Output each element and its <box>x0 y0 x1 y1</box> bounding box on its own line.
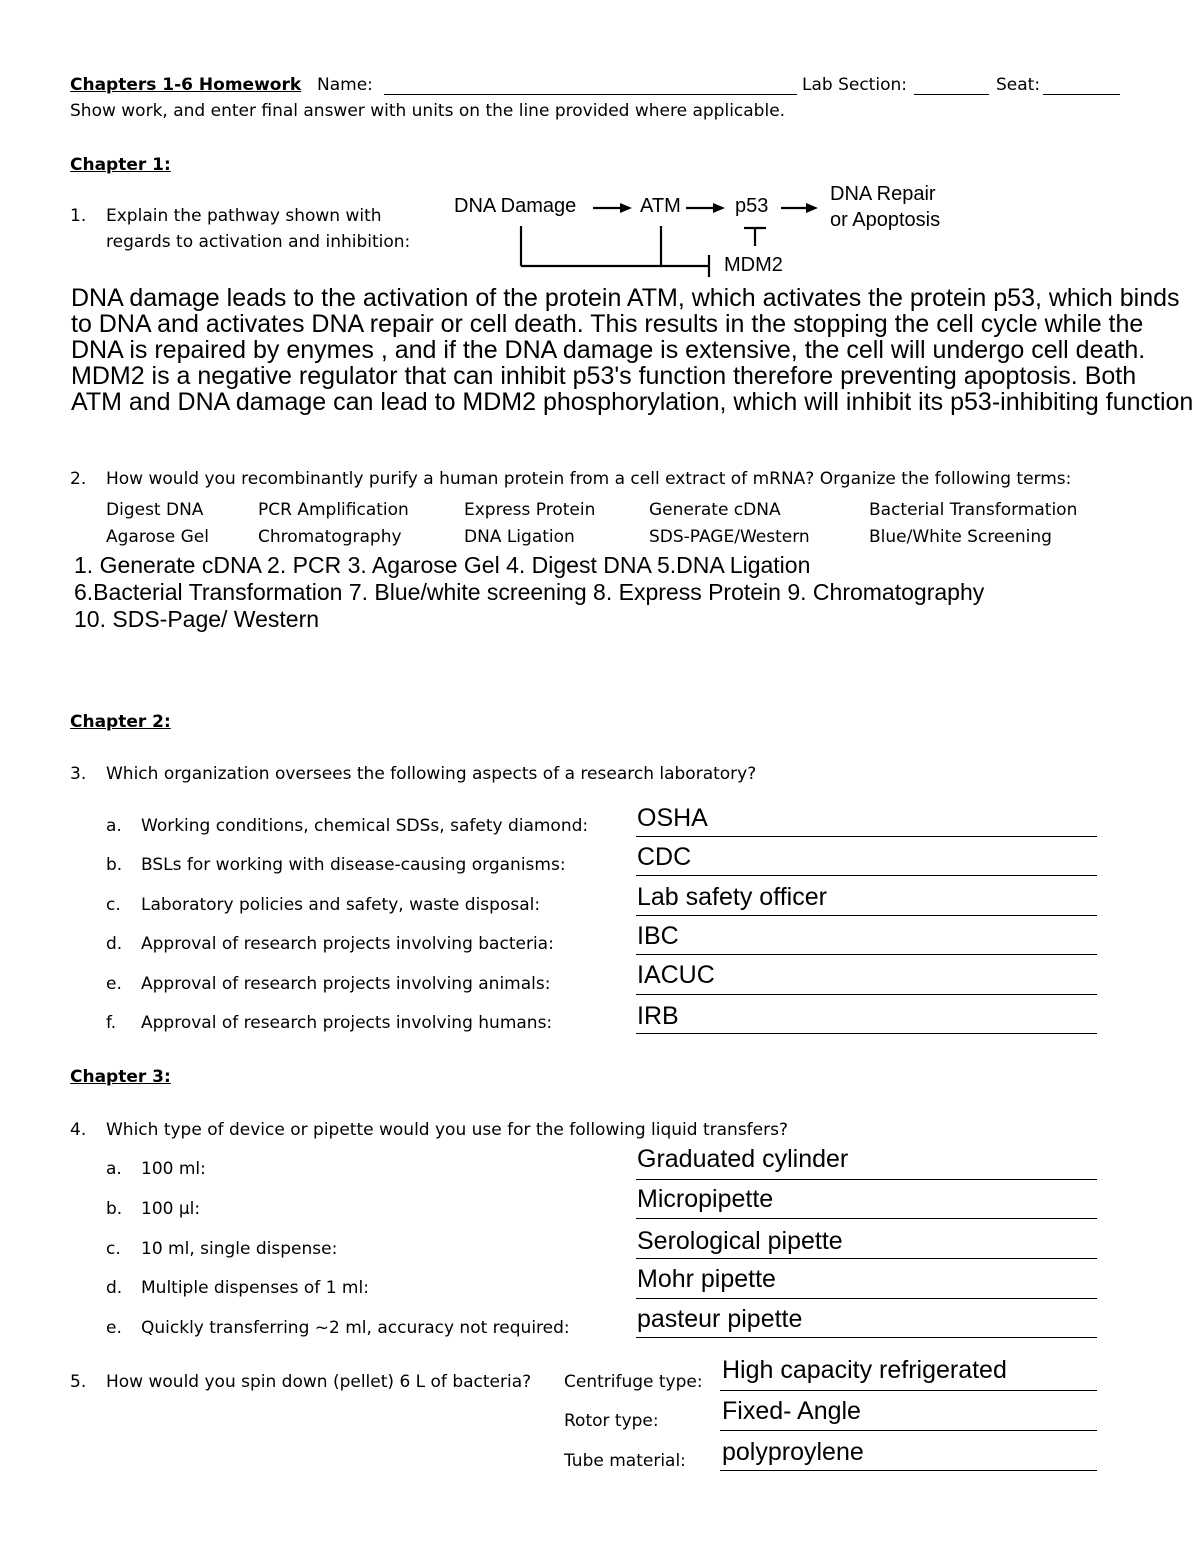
q3b-answer[interactable]: CDC <box>637 843 692 871</box>
q3b-answer-line <box>636 875 1097 876</box>
rotor-type-label: Rotor type: <box>564 1411 659 1431</box>
seat-label: Seat: <box>996 75 1041 95</box>
term-sds-page: SDS-PAGE/Western <box>649 527 810 547</box>
q4-text: Which type of device or pipette would you use for the following liquid transfers? <box>106 1120 788 1140</box>
q3f-text: Approval of research projects involving humans: <box>141 1013 553 1033</box>
pathway-diagram <box>0 0 1200 300</box>
centrifuge-type-line <box>720 1390 1097 1391</box>
q3a-letter: a. <box>106 816 122 836</box>
q3d-text: Approval of research projects involving bacteria: <box>141 934 554 954</box>
q1-answer-line1: DNA damage leads to the activation of the protein ATM, which activates the protein p53, which binds <box>71 284 1180 312</box>
term-agarose-gel: Agarose Gel <box>106 527 209 547</box>
rotor-type-answer[interactable]: Fixed- Angle <box>722 1397 861 1425</box>
q4d-letter: d. <box>106 1278 123 1298</box>
q3b-text: BSLs for working with disease-causing organisms: <box>141 855 566 875</box>
arrowhead-atm-to-p53 <box>713 203 725 213</box>
q3a-answer[interactable]: OSHA <box>637 804 708 832</box>
diagram-p53: p53 <box>735 195 769 217</box>
q4b-letter: b. <box>106 1199 123 1219</box>
q4a-answer-line <box>636 1179 1097 1180</box>
q4a-letter: a. <box>106 1159 122 1179</box>
q2-answer-line1: 1. Generate cDNA 2. PCR 3. Agarose Gel 4. Digest DNA 5.DNA Ligation <box>74 552 811 578</box>
q3f-letter: f. <box>106 1013 117 1033</box>
q3e-letter: e. <box>106 974 122 994</box>
q4-number: 4. <box>70 1120 87 1140</box>
q4e-letter: e. <box>106 1318 122 1338</box>
q3a-text: Working conditions, chemical SDSs, safety diamond: <box>141 816 589 836</box>
q4c-text: 10 ml, single dispense: <box>141 1239 338 1259</box>
instructions: Show work, and enter final answer with units on the line provided where applicable. <box>70 101 786 121</box>
q3c-answer-line <box>636 915 1097 916</box>
q4b-answer[interactable]: Micropipette <box>637 1185 774 1213</box>
term-pcr: PCR Amplification <box>258 500 409 520</box>
q4d-answer-line <box>636 1298 1097 1299</box>
q1-answer-line5: ATM and DNA damage can lead to MDM2 phosphorylation, which will inhibit its p53-inhibiting function <box>71 388 1194 416</box>
diagram-apoptosis: or Apoptosis <box>830 209 941 231</box>
q4c-answer[interactable]: Serological pipette <box>637 1227 843 1255</box>
term-chromatography: Chromatography <box>258 527 402 547</box>
q2-number: 2. <box>70 469 87 489</box>
chapter3-heading: Chapter 3: <box>70 1067 171 1087</box>
arrowhead-dna-to-atm <box>620 203 632 213</box>
rotor-type-line <box>720 1430 1097 1431</box>
q3-number: 3. <box>70 764 87 784</box>
q4d-text: Multiple dispenses of 1 ml: <box>141 1278 369 1298</box>
q4b-answer-line <box>636 1218 1097 1219</box>
q1-text-line1: Explain the pathway shown with <box>106 206 382 226</box>
chapter1-heading: Chapter 1: <box>70 155 171 175</box>
q3e-answer-line <box>636 994 1097 995</box>
q5-text: How would you spin down (pellet) 6 L of bacteria? <box>106 1372 532 1392</box>
q4c-answer-line <box>636 1258 1097 1259</box>
q1-answer-line2: to DNA and activates DNA repair or cell death. This results in the stopping the cell cycle while the <box>71 310 1144 338</box>
q3b-letter: b. <box>106 855 123 875</box>
tube-material-answer[interactable]: polyproylene <box>722 1438 864 1466</box>
q1-answer-line3: DNA is repaired by enymes , and if the DNA damage is extensive, the cell will undergo cell death. <box>71 336 1146 364</box>
q3d-answer-line <box>636 954 1097 955</box>
q3e-text: Approval of research projects involving animals: <box>141 974 551 994</box>
q3c-text: Laboratory policies and safety, waste disposal: <box>141 895 541 915</box>
diagram-dna-damage: DNA Damage <box>454 195 577 217</box>
q3f-answer[interactable]: IRB <box>637 1002 679 1030</box>
term-blue-white: Blue/White Screening <box>869 527 1052 547</box>
tube-material-line <box>720 1470 1097 1471</box>
q1-answer-line4: MDM2 is a negative regulator that can inhibit p53's function therefore preventing apoptosis. Both <box>71 362 1137 390</box>
q4e-answer[interactable]: pasteur pipette <box>637 1305 803 1333</box>
q4d-answer[interactable]: Mohr pipette <box>637 1265 776 1293</box>
tube-material-label: Tube material: <box>564 1451 686 1471</box>
q4a-text: 100 ml: <box>141 1159 206 1179</box>
q5-number: 5. <box>70 1372 87 1392</box>
term-express-protein: Express Protein <box>464 500 596 520</box>
lab-section-label: Lab Section: <box>802 75 907 95</box>
q3e-answer[interactable]: IACUC <box>637 961 715 989</box>
q4c-letter: c. <box>106 1239 121 1259</box>
q4e-text: Quickly transferring ~2 ml, accuracy not required: <box>141 1318 570 1338</box>
diagram-atm: ATM <box>640 195 681 217</box>
arrowhead-p53-to-repair <box>806 203 818 213</box>
q3c-answer[interactable]: Lab safety officer <box>637 883 827 911</box>
q2-answer-line2: 6.Bacterial Transformation 7. Blue/white screening 8. Express Protein 9. Chromatography <box>74 579 985 605</box>
diagram-dna-repair: DNA Repair <box>830 183 936 205</box>
q3c-letter: c. <box>106 895 121 915</box>
term-bacterial-transformation: Bacterial Transformation <box>869 500 1078 520</box>
q2-text: How would you recombinantly purify a human protein from a cell extract of mRNA? Organize the following terms: <box>106 469 1072 489</box>
q4b-text: 100 µl: <box>141 1199 201 1219</box>
q2-answer-line3: 10. SDS-Page/ Western <box>74 606 320 632</box>
term-dna-ligation: DNA Ligation <box>464 527 575 547</box>
q1-number: 1. <box>70 206 87 226</box>
term-generate-cdna: Generate cDNA <box>649 500 781 520</box>
term-digest-dna: Digest DNA <box>106 500 204 520</box>
centrifuge-type-answer[interactable]: High capacity refrigerated <box>722 1356 1007 1384</box>
q1-text-line2: regards to activation and inhibition: <box>106 232 411 252</box>
name-label: Name: <box>317 75 373 95</box>
q4e-answer-line <box>636 1337 1097 1338</box>
chapter2-heading: Chapter 2: <box>70 712 171 732</box>
q4a-answer[interactable]: Graduated cylinder <box>637 1145 849 1173</box>
q3-text: Which organization oversees the following aspects of a research laboratory? <box>106 764 757 784</box>
q3a-answer-line <box>636 836 1097 837</box>
diagram-mdm2: MDM2 <box>724 254 783 276</box>
q3d-letter: d. <box>106 934 123 954</box>
q3d-answer[interactable]: IBC <box>637 922 679 950</box>
centrifuge-type-label: Centrifuge type: <box>564 1372 703 1392</box>
page-title: Chapters 1-6 Homework <box>70 75 302 95</box>
q3f-answer-line <box>636 1033 1097 1034</box>
